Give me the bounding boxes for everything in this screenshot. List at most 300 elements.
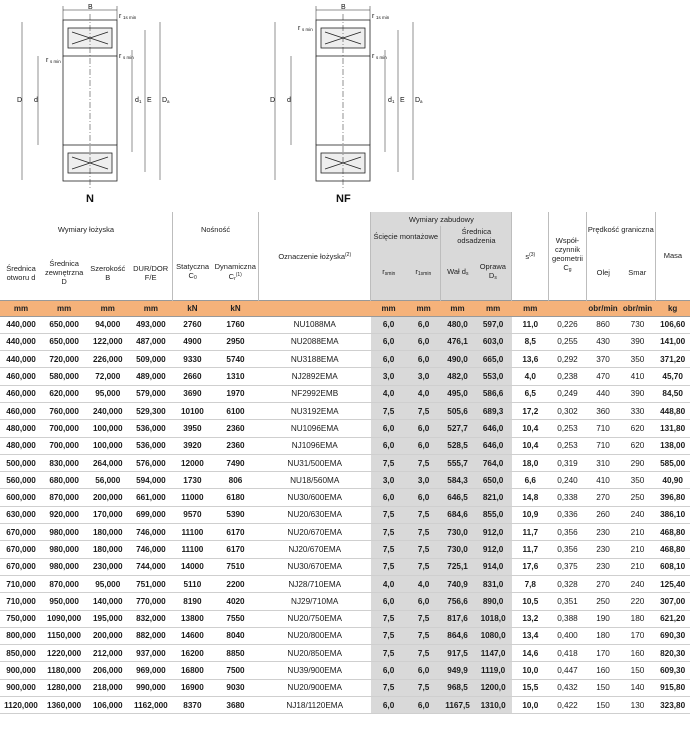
table-cell: 1167,5 [441,697,474,714]
dim-e-right: E [400,97,405,104]
table-cell: 553,0 [474,368,512,385]
table-cell: 505,6 [441,402,474,419]
designation-cell: NF2992EMB [259,385,371,402]
hdr-shaft-shoulder: Ścięcie montażowe [371,226,441,246]
unit-cell: mm [129,300,172,316]
table-cell: 3690 [172,385,212,402]
table-cell: 390 [620,385,656,402]
table-cell: 751,000 [129,575,172,592]
table-cell: 603,0 [474,333,512,350]
dim-e-left: E [147,97,152,104]
table-cell: 10,0 [512,697,549,714]
dim-d-inner-right: d [287,97,291,104]
table-cell: 7,5 [371,558,407,575]
table-cell: 7,5 [371,679,407,696]
hdr-r-smin-text: r [382,266,385,276]
table-cell: 7490 [212,454,258,471]
table-cell: 6,0 [406,489,440,506]
table-cell: 3680 [212,697,258,714]
table-cell: 122,000 [86,333,129,350]
table-cell: 4,0 [406,575,440,592]
table-cell: 746,000 [129,524,172,541]
table-cell: 0,226 [549,316,587,333]
unit-cell: mm [0,300,42,316]
hdr-r-smin-sub: smin [384,270,396,277]
table-cell: 7,5 [406,610,440,627]
table-cell: 8370 [172,697,212,714]
designation-cell: NJ1096EMA [259,437,371,454]
hdr-static-text: Statyczna C [176,262,210,281]
table-cell: 746,000 [129,541,172,558]
table-cell: 160 [586,662,619,679]
table-cell: 710,000 [0,593,42,610]
table-cell: 9570 [172,506,212,523]
table-row [0,368,690,385]
table-cell: 670,000 [0,524,42,541]
unit-cell: obr/min [586,300,619,316]
table-cell: 6,0 [371,333,407,350]
hdr-abutment-diam: Średnica odsadzenia [441,226,512,246]
table-cell: 6,0 [371,351,407,368]
table-cell: 969,000 [129,662,172,679]
table-cell: 670,000 [0,541,42,558]
table-row [0,610,690,627]
designation-cell: NU20/850EMA [259,645,371,662]
table-cell: 0,255 [549,333,587,350]
hdr-dynamic-text: Dynamiczna C [214,261,256,281]
table-cell: 646,0 [474,437,512,454]
table-cell: 8040 [212,627,258,644]
bearing-table [0,212,690,714]
dim-r-left: r [119,53,122,60]
hdr-designation-sup: (2) [345,251,352,258]
designation-cell: NU1096EMA [259,420,371,437]
table-cell: 0,328 [549,575,587,592]
table-cell: 6,0 [371,437,407,454]
table-cell: 1120,000 [0,697,42,714]
table-cell: 206,000 [86,662,129,679]
table-cell: 212,000 [86,645,129,662]
table-cell: 980,000 [42,558,86,575]
dim-r1-right: r [372,13,375,20]
designation-cell: NJ28/710EMA [259,575,371,592]
table-cell: 650,000 [42,333,86,350]
dim-ds-sub-right: a [420,99,423,104]
dim-ds-right: D [415,97,421,104]
table-cell: 0,388 [549,610,587,627]
table-cell: 170 [586,645,619,662]
table-cell: 2760 [172,316,212,333]
table-cell: 1970 [212,385,258,402]
table-cell: 160 [620,645,656,662]
table-cell: 480,0 [441,316,474,333]
table-cell: 170 [620,627,656,644]
table-cell: 665,0 [474,351,512,368]
table-cell: 870,000 [42,575,86,592]
table-cell: 1090,000 [42,610,86,627]
hdr-shaft [441,246,474,300]
unit-cell: mm [371,300,407,316]
table-cell: 1150,000 [42,627,86,644]
hdr-r1-smin [406,246,440,300]
table-cell: 6170 [212,524,258,541]
table-cell: 670,000 [0,558,42,575]
hdr-width: Szerokość B [86,246,129,300]
table-cell: 195,000 [86,610,129,627]
table-cell: 900,000 [0,662,42,679]
dim-b-right: B [341,4,346,11]
table-cell: 509,000 [129,351,172,368]
table-cell: 7,5 [406,454,440,471]
table-cell: 11,0 [512,316,549,333]
table-cell: 0,356 [549,541,587,558]
table-cell: 882,000 [129,627,172,644]
table-cell: 915,80 [655,679,690,696]
table-cell: 3,0 [406,368,440,385]
hdr-housing-sub: s [494,275,497,282]
table-cell: 13800 [172,610,212,627]
dim-r1-sub-right: 1s min [376,15,390,20]
table-cell: 6,0 [406,662,440,679]
table-cell: 210 [620,541,656,558]
table-cell: 95,000 [86,575,129,592]
table-cell: 2660 [172,368,212,385]
designation-cell: NU31/500EMA [259,454,371,471]
designation-cell: NU30/600EMA [259,489,371,506]
unit-cell: mm [441,300,474,316]
table-cell: 307,00 [655,593,690,610]
table-cell: 831,0 [474,575,512,592]
table-cell: 3950 [172,420,212,437]
table-cell: 10,5 [512,593,549,610]
table-cell: 40,90 [655,472,690,489]
table-cell: 0,418 [549,645,587,662]
table-cell: 855,0 [474,506,512,523]
table-cell: 1760 [212,316,258,333]
table-cell: 180 [586,627,619,644]
table-cell: 10,9 [512,506,549,523]
table-cell: 94,000 [86,316,129,333]
table-row [0,524,690,541]
table-cell: 7,5 [371,506,407,523]
hdr-geom-factor [549,212,587,300]
table-cell: 440,000 [0,351,42,368]
table-cell: 7,5 [406,627,440,644]
table-cell: 250 [586,593,619,610]
table-cell: 430 [586,333,619,350]
table-cell: 820,30 [655,645,690,662]
table-cell: 0,400 [549,627,587,644]
table-cell: 140 [620,679,656,696]
unit-cell: kN [172,300,212,316]
hdr-dynamic [212,246,258,300]
table-cell: 10,4 [512,437,549,454]
table-cell: 7,5 [406,506,440,523]
dim-r-sub-right: s min [302,27,313,32]
table-cell: 1080,0 [474,627,512,644]
table-row [0,402,690,419]
table-row [0,506,690,523]
table-cell: 230 [586,541,619,558]
designation-cell: NU18/560MA [259,472,371,489]
table-cell: 240,000 [86,402,129,419]
table-cell: 890,0 [474,593,512,610]
table-cell: 495,0 [441,385,474,402]
table-cell: 1310,0 [474,697,512,714]
hdr-housing [474,246,512,300]
unit-cell: obr/min [620,300,656,316]
table-cell: 7,5 [371,645,407,662]
table-cell: 744,000 [129,558,172,575]
table-cell: 125,40 [655,575,690,592]
table-cell: 150 [586,679,619,696]
table-row [0,333,690,350]
dim-r-sub-left2: s min [50,59,61,64]
table-cell: 0,447 [549,662,587,679]
table-cell: 493,000 [129,316,172,333]
table-cell: 6,0 [371,593,407,610]
table-cell: 460,000 [0,402,42,419]
table-cell: 7,5 [371,454,407,471]
table-cell: 100,000 [86,420,129,437]
table-cell: 3,0 [371,368,407,385]
table-cell: 817,6 [441,610,474,627]
table-cell: 7500 [212,662,258,679]
table-cell: 6,0 [371,662,407,679]
table-row [0,437,690,454]
table-cell: 690,30 [655,627,690,644]
table-cell: 468,80 [655,524,690,541]
hdr-designation-text: Oznaczenie łożyska [278,251,346,261]
table-cell: 980,000 [42,524,86,541]
hdr-oil: Olej [586,246,619,300]
table-row [0,316,690,333]
hdr-dynamic-sub: r [234,275,236,282]
table-cell: 2360 [212,420,258,437]
designation-cell: NU20/800EMA [259,627,371,644]
table-cell: 646,5 [441,489,474,506]
table-cell: 850,000 [0,645,42,662]
table-cell: 980,000 [42,541,86,558]
table-cell: 7,5 [406,402,440,419]
table-cell: 490,0 [441,351,474,368]
table-cell: 560,000 [0,472,42,489]
table-cell: 937,000 [129,645,172,662]
designation-cell: NJ29/710MA [259,593,371,610]
table-cell: 6,0 [371,316,407,333]
table-cell: 0,351 [549,593,587,610]
table-cell: 1162,000 [129,697,172,714]
table-cell: 756,6 [441,593,474,610]
table-cell: 630,000 [0,506,42,523]
table-cell: 226,000 [86,351,129,368]
table-cell: 6170 [212,541,258,558]
table-cell: 468,80 [655,541,690,558]
table-cell: 5390 [212,506,258,523]
table-cell: 10,0 [512,662,549,679]
table-cell: 608,10 [655,558,690,575]
table-cell: 410 [620,368,656,385]
hdr-shaft-sub: s [465,270,469,277]
designation-cell: NU20/750EMA [259,610,371,627]
table-cell: 5740 [212,351,258,368]
hdr-mass: Masa [655,212,690,300]
table-cell: 7,5 [371,541,407,558]
table-cell: 620,000 [42,385,86,402]
table-cell: 130 [620,697,656,714]
table-cell: 4,0 [406,385,440,402]
table-row [0,627,690,644]
table-row [0,541,690,558]
table-cell: 330 [620,402,656,419]
table-cell: 4,0 [371,575,407,592]
dim-r-left2: r [46,57,49,64]
table-cell: 0,422 [549,697,587,714]
table-cell: 3,0 [371,472,407,489]
designation-cell: NJ2892EMA [259,368,371,385]
table-cell: 180,000 [86,541,129,558]
hdr-bore: Średnica otworu d [0,246,42,300]
hdr-mounting-dims: Wymiary zabudowy [371,212,512,226]
designation-cell: NU20/900EMA [259,679,371,696]
table-cell: 13,2 [512,610,549,627]
table-cell: 586,6 [474,385,512,402]
table-cell: 371,20 [655,351,690,368]
table-cell: 597,0 [474,316,512,333]
table-cell: 218,000 [86,679,129,696]
designation-cell: NU1088MA [259,316,371,333]
table-cell: 6,0 [406,437,440,454]
table-cell: 730 [620,316,656,333]
table-cell: 230 [586,524,619,541]
figure-label-nf: NF [336,193,351,205]
table-cell: 7,5 [371,524,407,541]
table-cell: 17,2 [512,402,549,419]
table-cell: 11000 [172,489,212,506]
table-cell: 10,4 [512,420,549,437]
table-cell: 3920 [172,437,212,454]
table-cell: 600,000 [0,489,42,506]
unit-cell: kg [655,300,690,316]
header-row-1 [0,212,690,226]
designation-cell: NJ18/1120EMA [259,697,371,714]
table-cell: 16900 [172,679,212,696]
table-cell: 264,000 [86,454,129,471]
table-cell: 360 [586,402,619,419]
dim-r-sub-left: s min [123,55,134,60]
table-cell: 7510 [212,558,258,575]
table-cell: 661,000 [129,489,172,506]
table-cell: 84,50 [655,385,690,402]
hdr-static [172,246,212,300]
table-cell: 6,0 [406,593,440,610]
table-cell: 487,000 [129,333,172,350]
table-cell: 15,5 [512,679,549,696]
dim-r1-left: r [119,13,122,20]
table-cell: 460,000 [0,385,42,402]
table-cell: 16800 [172,662,212,679]
table-cell: 0,302 [549,402,587,419]
table-cell: 1200,0 [474,679,512,696]
table-cell: 11100 [172,541,212,558]
table-cell: 220 [620,593,656,610]
hdr-s-sup: (3) [529,251,536,258]
table-cell: 7,5 [406,679,440,696]
table-cell: 730,0 [441,524,474,541]
table-cell: 0,253 [549,420,587,437]
table-cell: 2360 [212,437,258,454]
table-cell: 200,000 [86,627,129,644]
dim-d1-sub-right: 1 [392,99,395,104]
table-cell: 270 [586,575,619,592]
hdr-static-sub: 0 [193,275,197,282]
table-cell: 386,10 [655,506,690,523]
table-cell: 920,000 [42,506,86,523]
table-cell: 1360,000 [42,697,86,714]
table-cell: 3,0 [406,472,440,489]
table-cell: 350 [620,472,656,489]
figure-label-n: N [86,193,94,205]
table-cell: 6,0 [406,420,440,437]
table-cell: 14600 [172,627,212,644]
table-row [0,645,690,662]
table-cell: 8,5 [512,333,549,350]
hdr-shaft-text: Wał d [447,266,466,276]
table-cell: 72,000 [86,368,129,385]
table-cell: 323,80 [655,697,690,714]
dim-r-right2: r [372,53,375,60]
table-cell: 476,1 [441,333,474,350]
table-cell: 536,000 [129,420,172,437]
table-cell: 230 [586,558,619,575]
table-cell: 150 [620,662,656,679]
dim-d1-left: d [135,97,139,104]
unit-cell: mm [86,300,129,316]
designation-cell: NU2088EMA [259,333,371,350]
hdr-housing-text: Oprawa D [479,262,506,281]
table-cell: 4020 [212,593,258,610]
bearing-spec-table [0,212,690,714]
table-cell: 912,0 [474,541,512,558]
table-cell: 140,000 [86,593,129,610]
table-row [0,558,690,575]
table-cell: 131,80 [655,420,690,437]
table-row [0,575,690,592]
table-cell: 270 [586,489,619,506]
table-cell: 720,000 [42,351,86,368]
table-row [0,593,690,610]
table-cell: 480,000 [0,437,42,454]
table-cell: 527,7 [441,420,474,437]
table-cell: 832,000 [129,610,172,627]
hdr-geom-text: Współ-czynnik geometrii C [552,236,583,273]
table-cell: 460,000 [0,368,42,385]
table-cell: 6180 [212,489,258,506]
dim-d1-sub-left: 1 [139,99,142,104]
table-cell: 529,300 [129,402,172,419]
table-cell: 860 [586,316,619,333]
table-cell: 680,000 [42,472,86,489]
table-cell: 350 [620,351,656,368]
table-cell: 576,000 [129,454,172,471]
dim-r-right: r [298,25,301,32]
units-row [0,300,690,316]
table-cell: 0,338 [549,489,587,506]
table-cell: 700,000 [42,420,86,437]
table-cell: 180 [620,610,656,627]
hdr-speed-limit: Prędkość graniczna [586,212,655,246]
table-body [0,316,690,714]
